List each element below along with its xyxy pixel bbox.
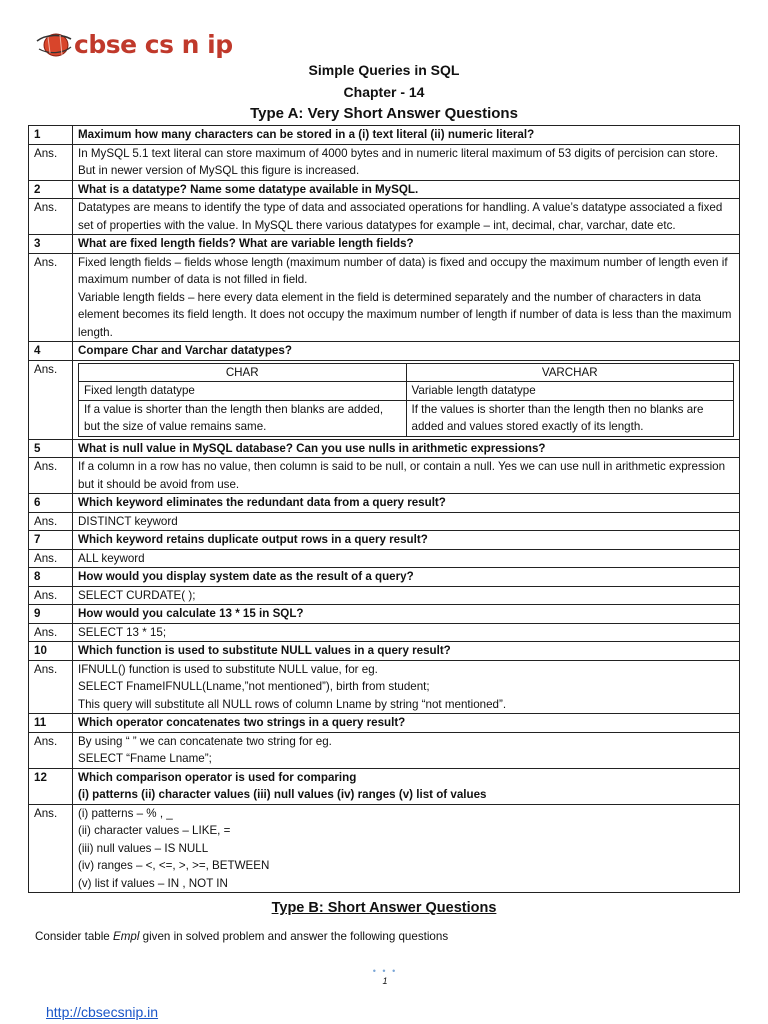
answer-row [29,660,740,714]
answer-text [73,549,740,568]
question-line: What is a datatype? Name some datatype available in MySQL. [78,182,419,196]
answer-line: If a column in a row has no value, then column is said to be null, or contain a null. Yes we can use null in arithmetic expression but it should be avoid from use. [78,460,726,491]
logo-text: cbse cs n ip [74,29,233,59]
answer-text [73,144,740,180]
answer-label: Ans. [29,623,73,642]
answer-line: Fixed length fields – fields whose length (maximum number of data) is fixed and occupy the maximum number of length even if maximum number of data is not filled in field. [78,255,728,286]
answer-text [73,253,740,342]
question-number: 6 [29,494,73,513]
question-text [73,642,740,661]
section-a-heading: Type A: Very Short Answer Questions [250,105,518,122]
site-logo [36,26,233,62]
question-row [29,605,740,624]
question-text [73,568,740,587]
question-number: 3 [29,235,73,254]
question-line: How would you calculate 13 * 15 in SQL? [78,607,304,620]
compare-cell: If a value is shorter than the length then blanks are added, but the size of value remains same. [79,400,407,436]
answer-label: Ans. [29,660,73,714]
answer-line: Variable length fields – here every data element in the field is determined separately and the number of characters in data element becomes its field length. It does not occupy the maximum number of length if number of data is less than the maximum length. [78,290,732,339]
question-text [73,605,740,624]
page-title: Simple Queries in SQL [308,62,460,78]
consider-text: Consider table Empl given in solved problem and answer the following questions [35,930,449,943]
answer-label: Ans. [29,586,73,605]
char-varchar-table [78,363,734,437]
answer-label: Ans. [29,512,73,531]
question-row [29,768,740,804]
question-text [73,180,740,199]
answer-line: (v) list if values – IN , NOT IN [78,876,228,890]
question-number: 10 [29,642,73,661]
question-row [29,568,740,587]
question-text [73,342,740,361]
site-link[interactable]: http://cbsecsnip.in [46,1004,159,1020]
question-line: (i) patterns (ii) character values (iii) null values (iv) ranges (v) list of values [78,788,487,801]
question-row [29,531,740,550]
answer-line: SELECT 13 * 15; [78,625,167,639]
section-b-heading: Type B: Short Answer Questions [271,900,497,916]
question-row [29,235,740,254]
answer-label: Ans. [29,458,73,494]
answer-line: By using “ ” we can concatenate two string for eg. [78,734,332,748]
answer-line: SELECT FnameIFNULL(Lname,”not mentioned”), birth from student; [78,680,430,693]
answer-text [73,586,740,605]
question-line: Compare Char and Varchar datatypes? [78,344,292,357]
answer-row [29,586,740,605]
compare-cell: Variable length datatype [406,382,734,401]
question-number: 7 [29,531,73,550]
question-line: How would you display system date as the result of a query? [78,570,414,583]
answer-line: In MySQL 5.1 text literal can store maximum of 4000 bytes and in numeric literal maximum of 53 digits of percision can store. But in newer version of MySQL this figure is increased. [78,146,719,177]
answer-label: Ans. [29,144,73,180]
answer-row [29,623,740,642]
answer-row [29,512,740,531]
question-number: 8 [29,568,73,587]
question-number: 4 [29,342,73,361]
answer-line: (iv) ranges – <, <=, >, >=, BETWEEN [78,859,270,872]
question-number: 2 [29,180,73,199]
question-number: 11 [29,714,73,733]
answer-line: ALL keyword [78,551,145,565]
page-number: 1 [382,976,388,986]
question-text [73,714,740,733]
question-row [29,714,740,733]
question-row [29,126,740,145]
answer-text [73,458,740,494]
question-text [73,531,740,550]
answer-row [29,144,740,180]
compare-cell: If the values is shorter than the length then no blanks are added and values stored exactly of its length. [406,400,734,436]
globe-logo-icon [36,29,72,59]
question-line: Maximum how many characters can be stored in a (i) text literal (ii) numeric literal? [78,128,535,141]
answer-row [29,199,740,235]
compare-header: CHAR [79,363,407,382]
question-text [73,768,740,804]
question-line: What are fixed length fields? What are variable length fields? [78,237,414,250]
answer-row [29,549,740,568]
question-line: Which operator concatenates two strings in a query result? [78,716,406,729]
question-row [29,180,740,199]
answer-line: SELECT CURDATE( ); [78,588,196,602]
question-text [73,494,740,513]
answer-label: Ans. [29,360,73,439]
question-row [29,439,740,458]
answer-line: IFNULL() function is used to substitute NULL value, for eg. [78,662,378,676]
question-line: Which keyword eliminates the redundant data from a query result? [78,496,446,509]
answer-line: SELECT “Fname Lname”; [78,752,212,765]
question-row [29,494,740,513]
question-text [73,235,740,254]
answer-text [73,660,740,714]
question-line: Which comparison operator is used for comparing [78,770,357,784]
answer-line: (iii) null values – IS NULL [78,841,209,855]
question-number: 1 [29,126,73,145]
answer-line: Datatypes are means to identify the type of data and associated operations for handling. A value’s datatype associated a fixed set of properties with the value. In MySQL there various datatypes for example – int, decimal, char, varchar, date etc. [78,201,723,232]
page-footer [370,967,400,986]
question-row [29,642,740,661]
answer-line: DISTINCT keyword [78,514,178,528]
question-number: 5 [29,439,73,458]
answer-row [29,253,740,342]
answer-label: Ans. [29,804,73,893]
answer-row [29,360,740,439]
chapter-label: Chapter - 14 [343,84,425,100]
answer-line: This query will substitute all NULL rows of column Lname by string “not mentioned”. [78,697,507,711]
question-text [73,439,740,458]
compare-header: VARCHAR [406,363,734,382]
answer-text [73,804,740,893]
answer-line: (i) patterns – % , _ [78,806,173,820]
answer-label: Ans. [29,549,73,568]
qa-table [28,125,740,893]
answer-label: Ans. [29,732,73,768]
answer-text [73,732,740,768]
question-line: What is null value in MySQL database? Can you use nulls in arithmetic expressions? [78,441,546,455]
page-dots: • • • [372,966,398,976]
answer-label: Ans. [29,199,73,235]
compare-cell: Fixed length datatype [79,382,407,401]
question-line: Which keyword retains duplicate output rows in a query result? [78,533,428,546]
question-text [73,126,740,145]
answer-text [73,199,740,235]
answer-line: (ii) character values – LIKE, = [78,824,231,837]
table-name: Empl [112,930,140,943]
question-number: 9 [29,605,73,624]
answer-row [29,732,740,768]
answer-text [73,360,740,439]
answer-text [73,512,740,531]
answer-row [29,458,740,494]
question-line: Which function is used to substitute NULL values in a query result? [78,644,451,657]
answer-row [29,804,740,893]
question-number: 12 [29,768,73,804]
answer-label: Ans. [29,253,73,342]
question-row [29,342,740,361]
answer-text [73,623,740,642]
